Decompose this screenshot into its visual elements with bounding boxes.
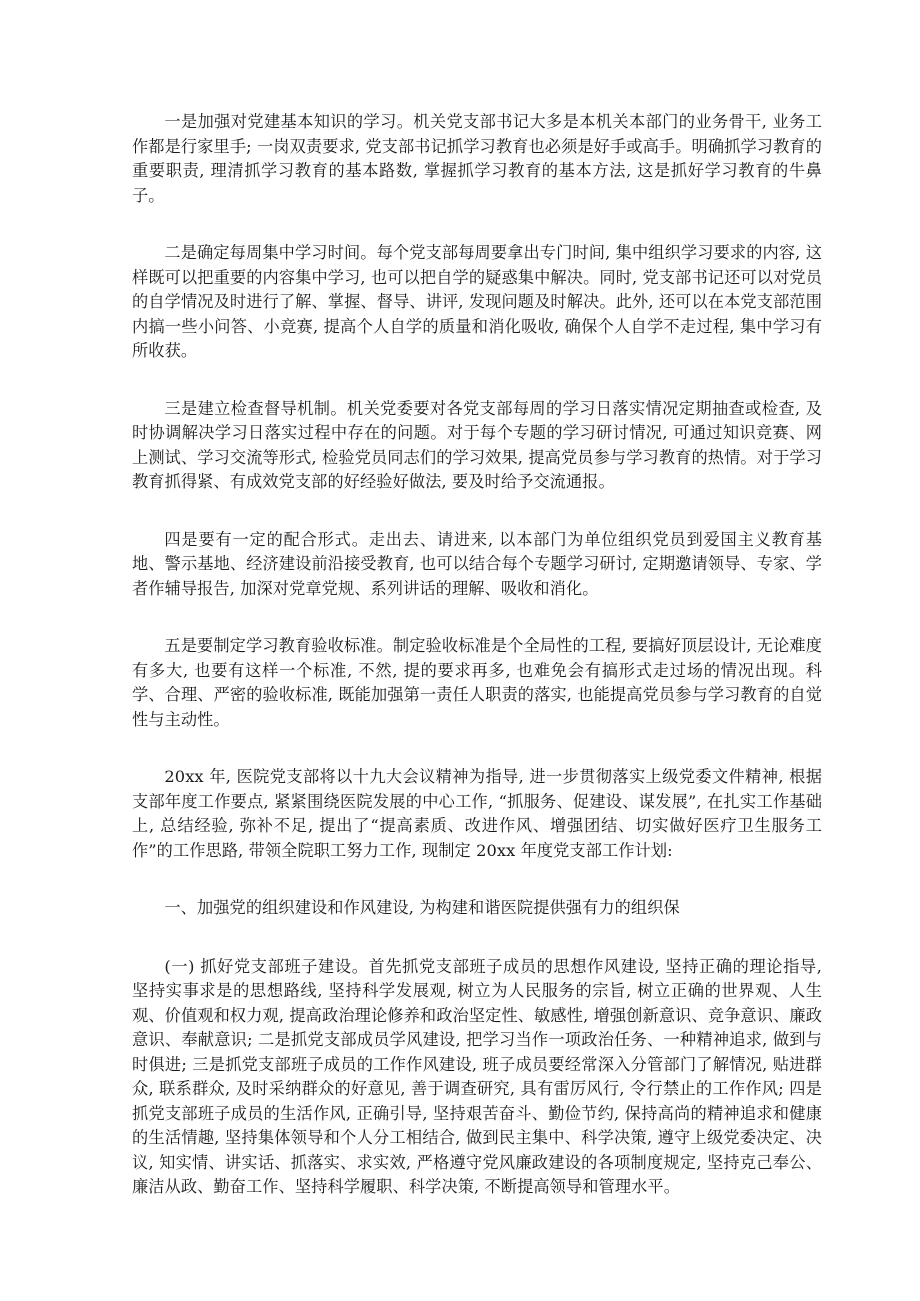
paragraph-annual-plan-intro: 20xx 年, 医院党支部将以十九大会议精神为指导, 进一步贯彻落实上级党委文件精神, 根据支部年度工作要点, 紧紧围绕医院发展的中心工作, “抓服务、促建设、谋发展”, 在扎实工作基础上, 总结经验, 弥补不足, 提出了“提高素质、改进作风、增强团结、切实做好医疗卫生服务工作”的工作思路, 带领全院职工努力工作, 现制定 20xx 年度党支部工作计划: [132, 767, 822, 860]
paragraph-study-basics: 一是加强对党建基本知识的学习。机关党支部书记大多是本机关本部门的业务骨干, 业务工作都是行家里手; 一岗双责要求, 党支部书记抓学习教育也必须是好手或高手。明确抓学习教育的重要职责, 理清抓学习教育的基本路数, 掌握抓学习教育的基本方法, 这是抓好学习教育的牛鼻子。 [132, 112, 822, 205]
paragraph-cooperation: 四是要有一定的配合形式。走出去、请进来, 以本部门为单位组织党员到爱国主义教育基地、警示基地、经济建设前沿接受教育, 也可以结合每个专题学习研讨, 定期邀请领导、专家、学者作辅导报告, 加深对党章党规、系列讲话的理解、吸收和消化。 [132, 529, 822, 598]
paragraph-team-building: (一) 抓好党支部班子建设。首先抓党支部班子成员的思想作风建设, 坚持正确的理论指导, 坚持实事求是的思想路线, 坚持科学发展观, 树立为人民服务的宗旨, 树立正确的世界观、人生观、价值观和权力观, 提高政治理论修养和政治坚定性、敏感性, 增强创新意识、竞争意识、廉政意识、奉献意识; 二是抓党支部成员学风建设, 把学习当作一项政治任务、一种精神追求, 做到与时俱进; 三是抓党支部班子成员的工作作风建设, 班子成员要经常深入分管部门了解情况, 贴进群众, 联系群众, 及时采纳群众的好意见, 善于调查研究, 具有雷厉风行, 令行禁止的工作作风; 四是抓党支部班子成员的生活作风, 正确引导, 坚持艰苦奋斗、勤俭节约, 保持高尚的精神追求和健康的生活情趣, 坚持集体领导和个人分工相结合, 做到民主集中、科学决策, 遵守上级党委决定、决议, 知实情、讲实话、抓落实、求实效, 严格遵守党风廉政建设的各项制度规定, 坚持克己奉公、廉洁从政、勤奋工作、坚持科学履职、科学决策, 不断提高领导和管理水平。 [132, 956, 822, 1196]
paragraph-acceptance-standard: 五是要制定学习教育验收标准。制定验收标准是个全局性的工程, 要搞好顶层设计, 无论难度有多大, 也要有这样一个标准, 不然, 提的要求再多, 也难免会有搞形式走过场的情况出现。科学、合理、严密的验收标准, 既能加强第一责任人职责的落实, 也能提高党员参与学习教育的自觉性与主动性。 [132, 636, 822, 729]
paragraph-weekly-study: 二是确定每周集中学习时间。每个党支部每周要拿出专门时间, 集中组织学习要求的内容, 这样既可以把重要的内容集中学习, 也可以把自学的疑惑集中解决。同时, 党支部书记还可以对党员的自学情况及时进行了解、掌握、督导、讲评, 发现问题及时解决。此外, 还可以在本党支部范围内搞一些小问答、小竞赛, 提高个人自学的质量和消化吸收, 确保个人自学不走过程, 集中学习有所收获。 [132, 243, 822, 360]
section-heading-organization: 一、加强党的组织建设和作风建设, 为构建和谐医院提供强有力的组织保 [164, 898, 680, 917]
document-body [132, 110, 822, 1233]
paragraph-inspection: 三是建立检查督导机制。机关党委要对各党支部每周的学习日落实情况定期抽查或检查, 及时协调解决学习日落实过程中存在的问题。对于每个专题的学习研讨情况, 可通过知识竞赛、网上测试、学习交流等形式, 检验党员同志们的学习效果, 提高党员参与学习教育的热情。对于学习教育抓得紧、有成效党支部的好经验好做法, 要及时给予交流通报。 [132, 398, 822, 491]
